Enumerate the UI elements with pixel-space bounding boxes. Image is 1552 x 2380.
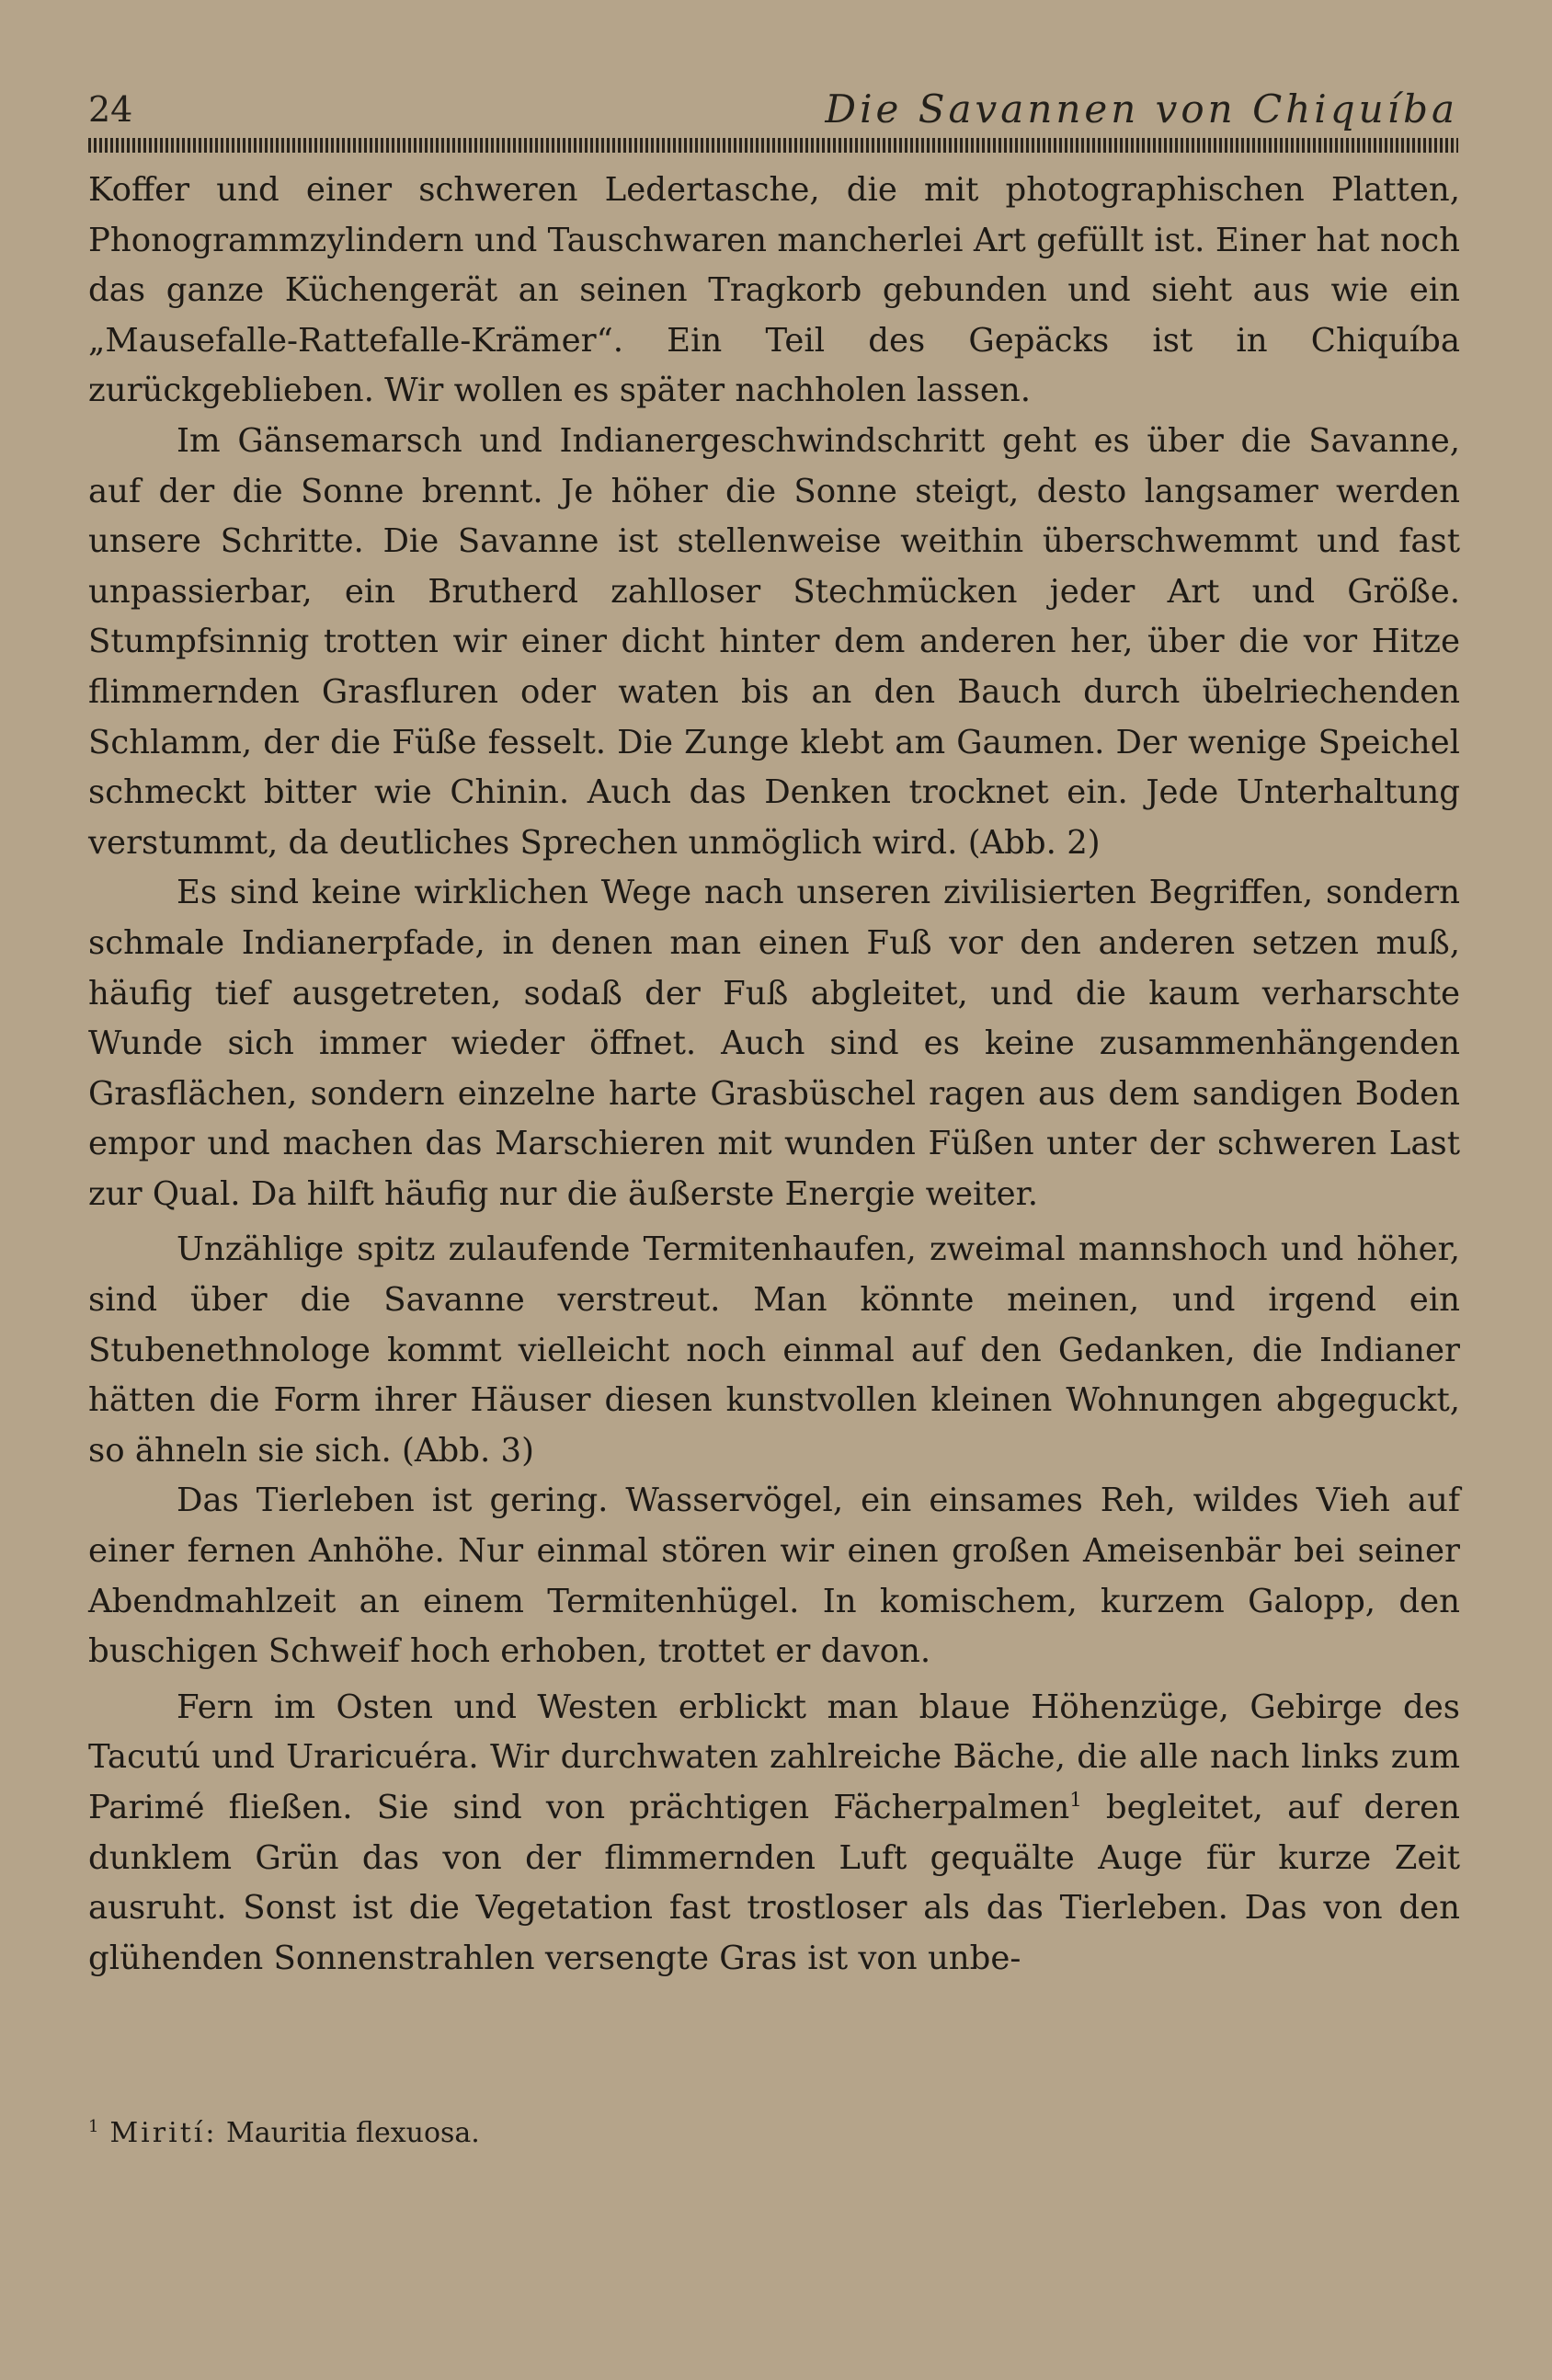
footnote-reference: 1 [1069,1789,1082,1813]
paragraph-5: Das Tierleben ist gering. Wasservögel, ein einsames Reh, wildes Vieh auf einer fernen Anhöhe. Nur einmal stören wir einen großen Ameisenbär bei seiner Abendmahlzeit an einem Termitenhügel. In komischem, kurzem Galopp, den buschigen Schweif hoch erhoben, trottet er davon. [88,1482,1460,1671]
paragraph-2: Im Gänsemarsch und Indianergeschwindschritt geht es über die Savanne, auf der die Sonne brennt. Je höher die Sonne steigt, desto langsamer werden unsere Schritte. Die Savanne ist stellenweise weithin überschwemmt und fast unpassierbar, ein Brutherd zahlloser Stechmücken jeder Art und Größe. Stumpfsinnig trotten wir einer dicht hinter dem anderen her, über die vor Hitze flimmernden Grasfluren oder waten bis an den Bauch durch übelriechenden Schlamm, der die Füße fesselt. Die Zunge klebt am Gaumen. Der wenige Speichel schmeckt bitter wie Chinin. Auch das Denken trocknet ein. Jede Unterhaltung verstummt, da deutliches Sprechen unmöglich wird. (Abb. 2) [88,421,1460,862]
paragraph-4: Unzählige spitz zulaufende Termitenhaufen, zweimal mannshoch und höher, sind über die Savanne verstreut. Man könnte meinen, und irgend ein Stubenethnologe kommt vielleicht noch einmal auf den Gedanken, die Indianer hätten die Form ihrer Häuser diesen kunstvollen kleinen Wohnungen abgeguckt, so ähneln sie sich. (Abb. 3) [88,1230,1460,1470]
paragraph-6 [88,1683,1460,1985]
footnote-term: Mirití: [109,2117,218,2149]
running-title: Die Savannen von Chiquíba [825,86,1458,132]
footnote-text: Mauritia flexuosa. [226,2117,480,2149]
page-header [88,85,1458,134]
footnote [88,2111,1458,2156]
page-number: 24 [88,89,133,130]
header-rule [88,138,1458,153]
body-text [88,166,1460,1984]
footnote-marker: 1 [88,2117,99,2137]
paragraph-1: Koffer und einer schweren Ledertasche, die mit photographischen Platten, Phonogrammzylindern und Tauschwaren mancherlei Art gefüllt ist. Einer hat noch das ganze Küchengerät an seinen Tragkorb gebunden und sieht aus wie ein „Mausefalle-Rattefalle-Krämer“. Ein Teil des Gepäcks ist in Chiquíba zurückgeblieben. Wir wollen es später nachholen lassen. [88,171,1460,410]
paragraph-6-text-before: Fern im Osten und Westen erblickt man blaue Höhenzüge, Gebirge des Tacutú und Uraricuéra. Wir durchwaten zahlreiche Bäche, die alle nach links zum Parimé fließen. Sie sind von prächtigen Fächerpalmen [88,1688,1460,1826]
paragraph-6-text-after: begleitet, auf deren dunklem Grün das von der flimmernden Luft gequälte Auge für kurze Zeit ausruht. Sonst ist die Vegetation fast trostloser als das Tierleben. Das von den glühenden Sonnenstrahlen versengte Gras ist von unbe- [88,1789,1460,1977]
paragraph-3: Es sind keine wirklichen Wege nach unseren zivilisierten Begriffen, sondern schmale Indianerpfade, in denen man einen Fuß vor den anderen setzen muß, häufig tief ausgetreten, sodaß der Fuß abgleitet, und die kaum verharschte Wunde sich immer wieder öffnet. Auch sind es keine zusammenhängenden Grasflächen, sondern einzelne harte Grasbüschel ragen aus dem sandigen Boden empor und machen das Marschieren mit wunden Füßen unter der schweren Last zur Qual. Da hilft häufig nur die äußerste Energie weiter. [88,874,1460,1213]
